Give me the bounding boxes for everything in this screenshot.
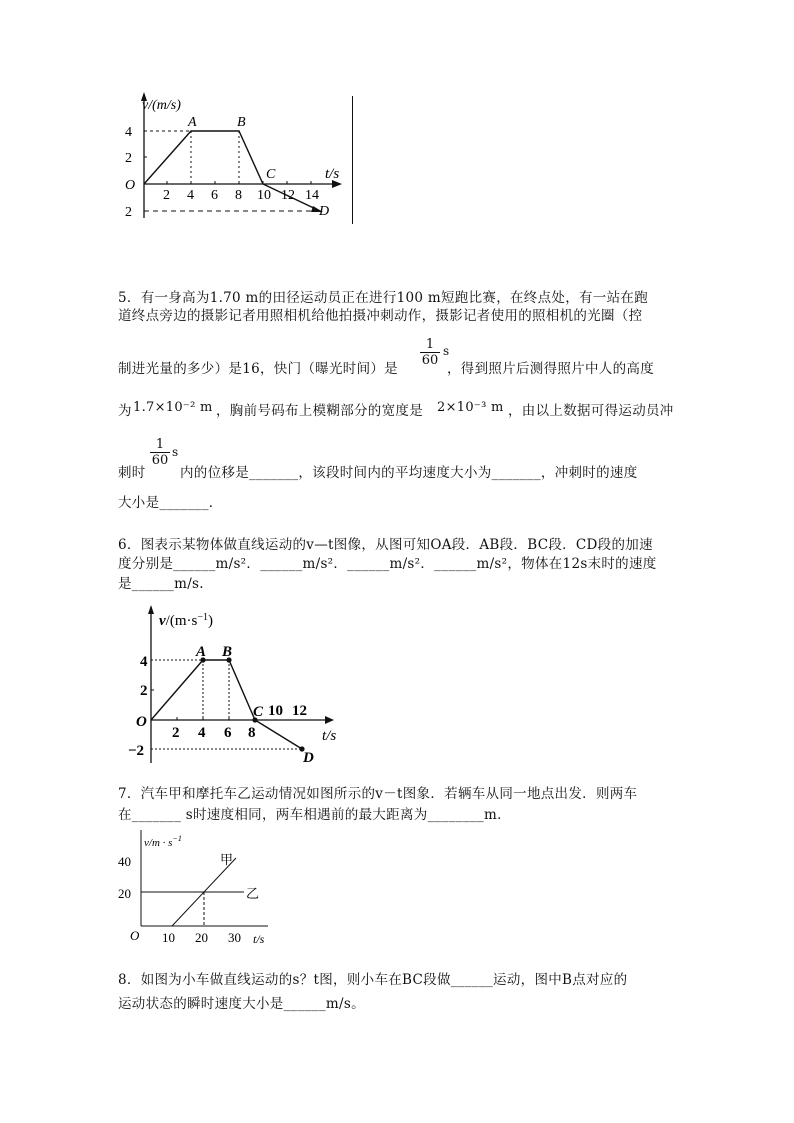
q5-fraction-interval: 1 60 [151, 437, 169, 468]
graph-2-y-tick: −2 [128, 743, 145, 759]
graph-3-y-tick: 20 [118, 886, 131, 901]
graph-1-point-a: A [188, 115, 197, 130]
graph-3-x-tick: 20 [195, 930, 208, 945]
graph-1-y-tick: 2 [125, 205, 132, 220]
graph-1-point-b: B [237, 115, 246, 130]
graph-1-y-label: v/(m/s) [142, 98, 181, 113]
graph-1-x-tick: 14 [305, 188, 319, 203]
graph-2-x-arrow [325, 716, 334, 724]
graph-2-x-tick: 6 [224, 725, 232, 741]
q5-fraction-exposure: 1 60 [421, 337, 439, 368]
q5-line-5a: 刺时 [118, 465, 146, 481]
graph-1-x-tick: 8 [235, 188, 242, 203]
q8-line-2: 运动状态的瞬时速度大小是______m/s。 [118, 996, 365, 1012]
graph-3-x-label: t/s [253, 932, 265, 946]
graph-1-y-tick: 4 [125, 125, 132, 140]
graph-1-x-tick: 2 [163, 188, 170, 203]
graph-1-x-tick: 4 [187, 188, 194, 203]
q5-fraction-interval-unit: s [172, 445, 179, 459]
q5-line-2: 道终点旁边的摄影记者用照相机给他拍摄冲刺动作，摄影记者使用的照相机的光圈（控 [118, 308, 643, 324]
graph-3-x-tick: 30 [228, 930, 241, 945]
q5-line-3b: ，得到照片后测得照片中人的高度 [447, 361, 654, 377]
q5-width-value: 2×10⁻³ m [437, 400, 504, 415]
graph-1-y-tick: 2 [125, 151, 132, 166]
graph-1-point-d: D [319, 204, 330, 219]
graph-3 [116, 828, 276, 950]
q5-line-4b: ，胸前号码布上模糊部分的宽度是 [216, 403, 423, 419]
q5-line-5b: 内的位移是_______，该段时间内的平均速度大小为_______，冲刺时的速度 [180, 465, 638, 481]
q6-line-2: 度分别是______m/s²．______m/s²．______m/s²．______m/s²，物体在12s末时的速度 [118, 556, 657, 572]
graph-2-point-a: A [196, 644, 207, 660]
graph-2-y-tick: 4 [140, 654, 148, 670]
graph-1 [120, 90, 370, 230]
graph-2-y-label: $v/(m\cdot s^{-1})$ [159, 612, 213, 629]
graph-2-origin: O [136, 714, 147, 730]
graph-3-x-tick: 10 [162, 930, 175, 945]
graph-1-x-tick: 12 [281, 188, 295, 203]
graph-2-point-b: B [222, 644, 233, 660]
q7-line-2: 在_______ s时速度相同，两车相遇前的最大距离为________m． [118, 807, 511, 823]
graph-2-x-tick: 12 [292, 703, 307, 719]
graph-1-point-c: C [266, 167, 276, 182]
q5-line-4a: 为 [118, 403, 132, 419]
q8-line-1: 8．如图为小车做直线运动的s？t图，则小车在BC段做______运动，图中B点对应的 [118, 972, 628, 988]
graph-2-y-tick: 2 [140, 683, 148, 699]
graph-1-x-tick: 10 [257, 188, 271, 203]
graph-2-x-tick: 4 [198, 725, 206, 741]
graph-3-y-label: $v/m \cdot s^{-1}$ [144, 834, 182, 849]
graph-2-x-tick: 8 [248, 725, 256, 741]
q7-line-1: 7．汽车甲和摩托车乙运动情况如图所示的v－t图象．若辆车从同一地点出发．则两车 [118, 786, 638, 802]
graph-3-label-jia: 甲 [220, 852, 234, 867]
graph-2-y-arrow [148, 605, 154, 614]
graph-2-point-c: C [253, 704, 264, 720]
q6-line-3: 是______m/s. [118, 576, 204, 592]
q6-line-1: 6．图表示某物体做直线运动的v—t图像，从图可知OA段．AB段．BC段．CD段的加速 [118, 537, 653, 553]
graph-1-x-tick: 6 [211, 188, 218, 203]
graph-2 [122, 605, 352, 770]
column-divider [352, 96, 353, 224]
q5-line-3a: 制进光量的多少）是16，快门（曝光时间）是 [118, 361, 398, 377]
q5-line-6: 大小是_______． [118, 495, 223, 511]
graph-3-y-tick: 40 [118, 854, 131, 869]
graph-1-origin: O [125, 178, 136, 193]
q5-line-1: 5．有一身高为1.70 m的田径运动员正在进行100 m短跑比赛，在终点处，有一站在跑 [118, 290, 648, 306]
q5-height-value: 1.7×10⁻² m [133, 400, 213, 415]
graph-1-x-label: t/s [325, 166, 340, 182]
q5-line-4c: ，由以上数据可得运动员冲 [508, 403, 674, 419]
q5-fraction-exposure-unit: s [443, 344, 450, 358]
graph-3-label-yi: 乙 [246, 886, 260, 901]
graph-2-x-label: t/s [322, 728, 337, 744]
graph-2-x-tick: 2 [172, 725, 180, 741]
graph-2-x-tick: 10 [268, 703, 283, 719]
graph-2-point-d: D [303, 750, 314, 766]
graph-3-origin: O [130, 928, 140, 943]
